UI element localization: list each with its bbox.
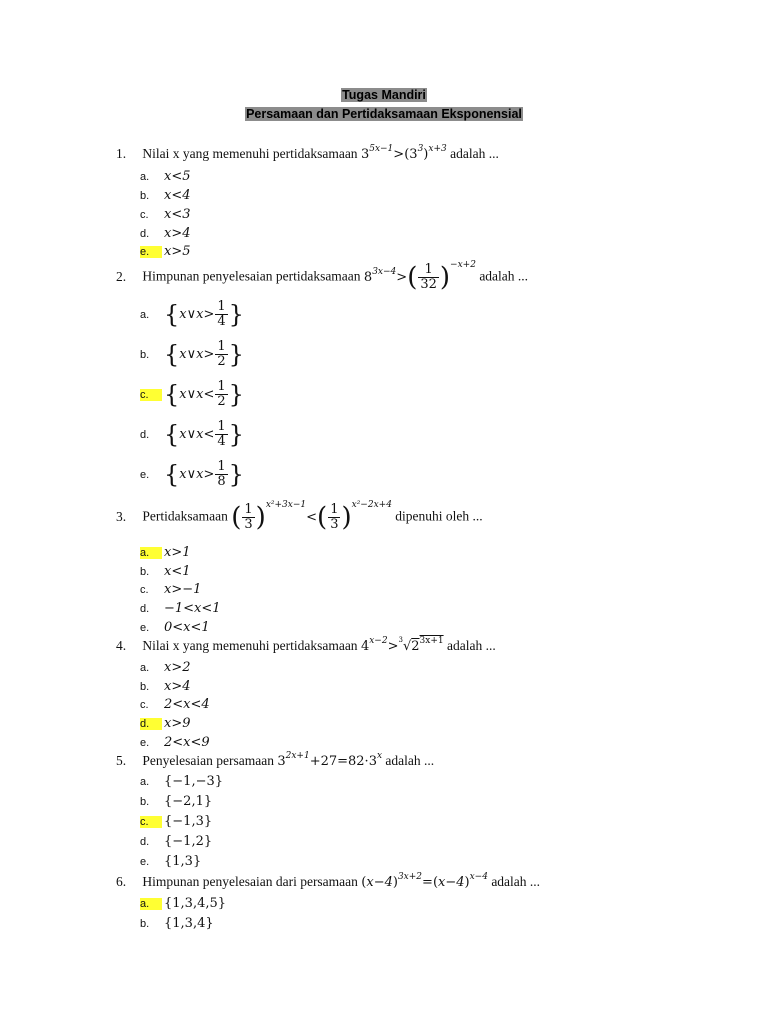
option-4a[interactable]: a. x>2 [140, 660, 191, 675]
question-suffix: adalah ... [491, 874, 541, 889]
question-number: 5. [116, 753, 127, 768]
question-4 [116, 638, 496, 654]
question-suffix: adalah ... [450, 146, 499, 161]
answer-highlight: d. [140, 718, 162, 730]
answer-highlight: e. [140, 246, 162, 258]
answer-highlight: c. [140, 389, 162, 401]
option-5d[interactable]: d. {−1,2} [140, 834, 213, 849]
option-1c[interactable]: c. x<3 [140, 207, 191, 222]
question-expression: $4^{x-2}>^3√2^{3x+1}$ [360, 636, 444, 654]
option-6a[interactable]: a. {1,3,4,5} [140, 896, 227, 911]
option-3c[interactable]: c. x>−1 [140, 582, 202, 597]
option-2d[interactable]: d. {x∨x< $\frac{1}{4}$ } [140, 419, 244, 449]
question-stem: Himpunan penyelesaian dari persamaan [142, 874, 358, 889]
answer-highlight: c. [140, 816, 162, 828]
question-expression: ( $\frac{1}{3}$ )$^{x^2+3x-1}$<( $\frac{1}{3}$ )$^{x^2-2x+4}$ [231, 499, 392, 532]
option-4c[interactable]: c. 2<x<4 [140, 697, 210, 712]
answer-highlight: a. [140, 547, 162, 559]
option-5b[interactable]: b. {−2,1} [140, 794, 213, 809]
question-number: 2. [116, 268, 127, 284]
question-expression: $8^{3x-4}>$( $\frac{1}{32}$ )$^{-x+2}$ [363, 259, 476, 292]
question-number: 1. [116, 146, 127, 161]
option-4d[interactable]: d. x>9 [140, 716, 191, 731]
document-title: Tugas Mandiri [342, 88, 426, 102]
option-5a[interactable]: a. {−1,−3} [140, 774, 224, 789]
question-3 [116, 499, 483, 532]
option-1a[interactable]: a. x<5 [140, 169, 191, 184]
option-3b[interactable]: b. x<1 [140, 564, 191, 579]
option-2b[interactable]: b. {x∨x> $\frac{1}{2}$ } [140, 339, 244, 369]
question-stem: Penyelesaian persamaan [142, 753, 274, 768]
question-1 [116, 146, 499, 162]
question-2 [116, 259, 529, 292]
question-number: 3. [116, 508, 127, 524]
question-suffix: dipenuhi oleh ... [395, 508, 483, 524]
option-2a[interactable]: a. {x∨x> $\frac{1}{4}$ } [140, 299, 244, 329]
option-2e[interactable]: e. {x∨x> $\frac{1}{8}$ } [140, 459, 244, 489]
option-3d[interactable]: d. −1<x<1 [140, 601, 221, 616]
option-3e[interactable]: e. 0<x<1 [140, 620, 210, 635]
document-subtitle: Persamaan dan Pertidaksamaan Eksponensial [246, 107, 522, 121]
question-6 [116, 874, 540, 890]
option-4e[interactable]: e. 2<x<9 [140, 735, 210, 750]
question-stem: Pertidaksamaan [142, 508, 228, 524]
question-suffix: adalah ... [479, 268, 529, 284]
option-5c[interactable]: c. {−1,3} [140, 814, 213, 829]
option-4b[interactable]: b. x>4 [140, 679, 191, 694]
option-1b[interactable]: b. x<4 [140, 188, 191, 203]
option-6b[interactable]: b. {1,3,4} [140, 916, 214, 931]
question-stem: Himpunan penyelesaian pertidaksamaan [142, 268, 361, 284]
question-number: 4. [116, 638, 127, 653]
question-number: 6. [116, 874, 127, 889]
question-suffix: adalah ... [385, 753, 435, 768]
option-1d[interactable]: d. x>4 [140, 226, 191, 241]
option-1e[interactable]: e. x>5 [140, 244, 191, 259]
question-stem: Nilai x yang memenuhi pertidaksamaan [142, 146, 358, 161]
question-stem: Nilai x yang memenuhi pertidaksamaan [142, 638, 358, 653]
question-expression: $3^{2x+1}+27=82\cdot 3^x$ [277, 751, 383, 769]
option-5e[interactable]: e. {1,3} [140, 854, 202, 869]
question-5 [116, 753, 434, 769]
question-expression: $(x-4)^{3x+2}=(x-4)^{x-4}$ [361, 872, 488, 890]
question-suffix: adalah ... [446, 638, 496, 653]
option-2c[interactable]: c. {x∨x< $\frac{1}{2}$ } [140, 379, 244, 409]
option-3a[interactable]: a. x>1 [140, 545, 191, 560]
question-expression: $3^{5x-1}>(3^3)^{x+3}$ [360, 144, 447, 162]
answer-highlight: a. [140, 898, 162, 910]
